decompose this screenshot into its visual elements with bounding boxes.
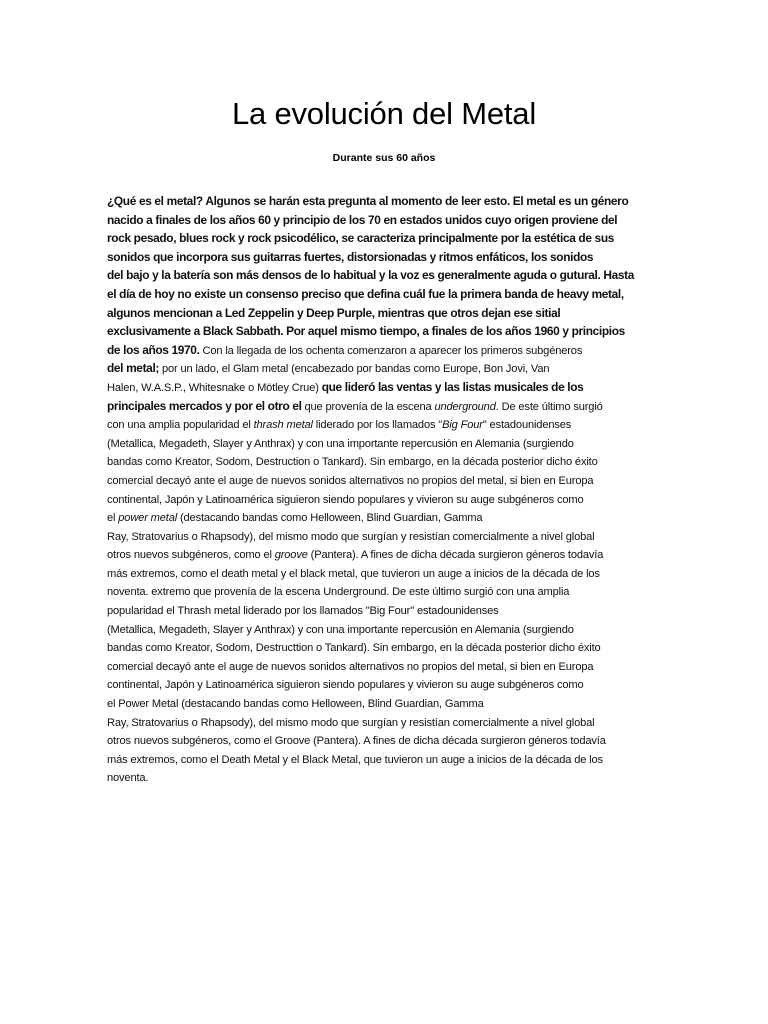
body-line (107, 452, 667, 471)
body-line (107, 768, 667, 787)
body-line (107, 211, 667, 230)
body-line (107, 713, 667, 732)
body-text-segment: noventa. extremo que provenía de la escena Underground. De este último surgió con una amplia (107, 586, 570, 599)
body-text-segment: que provenía de la escena (304, 400, 435, 413)
body-text-segment: del bajo y la batería son más densos de lo habitual y la voz es generalmente aguda o gutural. Hasta (107, 268, 635, 283)
body-text-segment: noventa. (107, 772, 149, 785)
body-line (107, 229, 667, 248)
body-text-segment: underground (434, 400, 496, 413)
body-line (107, 750, 667, 769)
body-line (107, 657, 667, 676)
body-text-segment: del metal; (107, 361, 162, 376)
body-text-segment: el día de hoy no existe un consenso preciso que defina cuál fue la primera banda de heavy metal, (107, 286, 624, 301)
body-text-segment: (destacando bandas como Helloween, Blind Guardian, Gamma (177, 512, 483, 525)
body-line (107, 545, 667, 564)
body-text-segment: más extremos, como el death metal y el black metal, que tuvieron un auge a inicios de la década de los (107, 567, 600, 580)
body-line (107, 675, 667, 694)
body-line (107, 304, 667, 323)
body-line (107, 192, 667, 211)
body-text-segment: nacido a finales de los años 60 y principio de los 70 en estados unidos cuyo origen proviene del (107, 212, 618, 227)
body-text-segment: por un lado, el Glam metal (encabezado por bandas como Europe, Bon Jovi, Van (161, 363, 550, 376)
body-text-segment: liderado por los llamados " (312, 419, 443, 432)
body-line (107, 694, 667, 713)
body-line (107, 266, 667, 285)
body-line (107, 359, 667, 378)
body-text-segment: (Pantera). A fines de dicha década surgieron géneros todavía (307, 549, 604, 562)
body-line (107, 601, 667, 620)
body-text-segment: con una amplia popularidad el (107, 419, 254, 432)
body-text-segment: (Metallica, Megadeth, Slayer y Anthrax) y con una importante repercusión en Alemania (surgiendo (107, 623, 574, 636)
body-line (107, 415, 667, 434)
body-text-segment: el (107, 512, 119, 525)
body-text-segment: power metal (118, 512, 178, 525)
body-text-segment: continental, Japón y Latinoamérica siguieron siendo populares y vivieron su auge subgéneros como (107, 679, 584, 692)
body-text-segment: sonidos que incorpora sus guitarras fuertes, distorsionadas y ritmos enfáticos, los sonidos (107, 249, 594, 264)
body-line (107, 527, 667, 546)
body-text-segment: bandas como Kreator, Sodom, Destructtion o Tankard). Sin embargo, en la década posterior dicho éxito (107, 642, 601, 655)
body-text-segment: más extremos, como el Death Metal y el Black Metal, que tuvieron un auge a inicios de la década de los (107, 753, 603, 766)
body-text-segment: . De este último surgió (495, 400, 603, 413)
body-text-segment: Halen, W.A.S.P., Whitesnake o Mötley Crue) (107, 381, 322, 394)
body-line (107, 322, 667, 341)
body-line (107, 620, 667, 639)
body-text-segment: comercial decayó ante el auge de nuevos sonidos alternativos no propios del metal, si bien en Europa (107, 660, 594, 673)
body-text-segment: principales mercados y por el otro el (107, 398, 305, 413)
body-text-segment: groove (274, 549, 308, 562)
body-text-segment: algunos mencionan a Led Zeppelin y Deep Purple, mientras que otros dejan ese sitial (107, 305, 561, 320)
body-text-segment: (Metallica, Megadeth, Slayer y Anthrax) y con una importante repercusión en Alemania (surgiendo (107, 437, 574, 450)
body-text-segment: exclusivamente a Black Sabbath. Por aquel mismo tiempo, a finales de los años 1960 y principios (107, 324, 625, 339)
body-text-segment: otros nuevos subgéneros, como el (107, 549, 275, 562)
body-line (107, 248, 667, 267)
body-text-segment: " estadounidenses (482, 419, 572, 432)
document-title: La evolución del Metal (231, 96, 537, 131)
body-line (107, 397, 667, 416)
body-text-segment: ¿Qué es el metal? Algunos se harán esta pregunta al momento de leer esto. El metal es un género (107, 194, 629, 208)
document-subtitle: Durante sus 60 años (332, 152, 436, 164)
body-text-segment: otros nuevos subgéneros, como el Groove (Pantera). A fines de dicha década surgieron géneros todavía (107, 735, 606, 748)
body-text-segment: bandas como Kreator, Sodom, Destruction o Tankard). Sin embargo, en la década posterior dicho éxito (107, 456, 598, 469)
body-text-segment: Ray, Stratovarius o Rhapsody), del mismo modo que surgían y resistían comercialmente a nivel global (107, 716, 595, 729)
body-line (107, 471, 667, 490)
body-line (107, 378, 667, 397)
body-line (107, 582, 667, 601)
body-text-segment: Con la llegada de los ochenta comenzaron a aparecer los primeros subgéneros (202, 344, 583, 357)
body-text-segment: continental, Japón y Latinoamérica siguieron siendo populares y vivieron su auge subgéneros como (107, 493, 584, 506)
body-text-segment: Big Four (442, 419, 483, 432)
body-line (107, 638, 667, 657)
body-line (107, 508, 667, 527)
body-text-segment: comercial decayó ante el auge de nuevos sonidos alternativos no propios del metal, si bien en Europa (107, 474, 594, 487)
document-body (107, 192, 667, 787)
body-text-segment: de los años 1970. (107, 342, 203, 357)
body-text-segment: thrash metal (253, 419, 313, 432)
body-line (107, 341, 667, 360)
body-line (107, 434, 667, 453)
body-line (107, 731, 667, 750)
body-line (107, 285, 667, 304)
body-text-segment: el Power Metal (destacando bandas como Helloween, Blind Guardian, Gamma (107, 698, 484, 711)
body-text-segment: rock pesado, blues rock y rock psicodélico, se caracteriza principalmente por la estética de sus (107, 231, 614, 246)
body-text-segment: popularidad el Thrash metal liderado por los llamados "Big Four" estadounidenses (107, 605, 499, 618)
body-line (107, 564, 667, 583)
body-line (107, 490, 667, 509)
body-text-segment: Ray, Stratovarius o Rhapsody), del mismo modo que surgían y resistían comercialmente a nivel global (107, 530, 595, 543)
body-text-segment: que lideró las ventas y las listas musicales de los (321, 379, 584, 394)
